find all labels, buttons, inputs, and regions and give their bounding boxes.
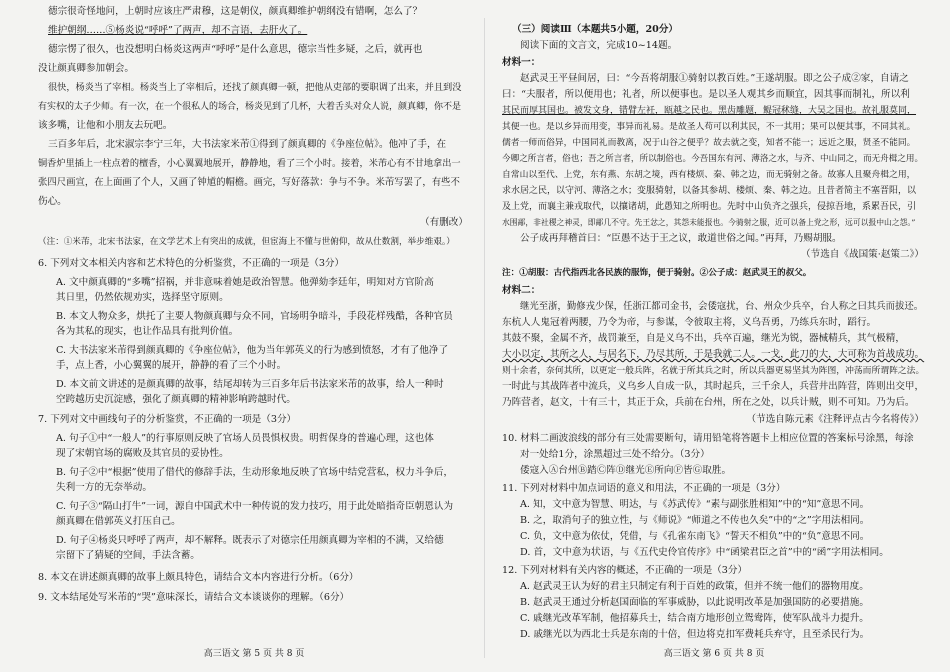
material-1-line: 及上党，而襄主兼戎取代，以攘诸胡，此愚知之所明也。先时中山负齐之强兵，侵掠吾地，系累吾民，引 [502, 202, 917, 212]
q7-option-d: 宗留下了猜疑的空间，手法含蓄。 [56, 550, 200, 561]
source-note: （有删改） [420, 217, 468, 228]
material-2-source: （节选自陈元素《注释评点古今名将传》） [746, 414, 924, 425]
material-1-line: 水围鄗，非社稷之神灵，即鄗几不守。先王忿之，其怨未能报也。今骑射之服，近可以备上党之形，远可以报中山之怨。” [502, 218, 916, 227]
material-2-line: 则十余者，奈何其所，以更定一般兵阵，名就于所其兵之时，所以兵器更易坚其为阵图，冲荡而所谓阵之法。 [502, 366, 925, 376]
material-1-source: （节选自《战国策·赵策二》） [801, 249, 924, 260]
story-line: 伤心。 [38, 196, 67, 207]
question-8: 8. 本文在讲述颜真卿的故事上颇具特色，请结合文本内容进行分析。（6分） [38, 572, 359, 583]
instruction: 阅读下面的文言文，完成10~14题。 [520, 40, 678, 51]
page-footer: 高三语文 第 5 页 共 8 页 [203, 649, 305, 659]
q6-option-c: 手，点上香，小心翼翼的展开，静静的看了三个小时。 [56, 360, 287, 371]
q7-option-a: 现了宋朝官场的腐败及其官员的妥协性。 [56, 448, 229, 459]
material-2-line: 其鼓不聚，金属不齐，战罚兼至，自是义乌不出，兵卒百遍，继光为锐，器械精兵，其气极精， [502, 333, 905, 344]
q12-option-c: C. 戚继光改革军制，他招募兵士，结合南方地形创立鸳鸯阵，使军队战斗力提升。 [520, 613, 869, 624]
page-6 [502, 0, 926, 672]
section-title: （三）阅读Ⅲ（本题共5小题，20分） [512, 24, 679, 35]
story-line: 没让颜真卿参加朝会。 [38, 63, 134, 74]
story-line: 德宗愣了很久，也没想明白杨炎这两声“呼呼”是什么意思，德宗当性多疑，之后，就再也 [48, 44, 423, 55]
material-2-line: 一时此与其战阵者中流兵，义乌乡人自成一队，其时起兵，三千余人，兵营井出阵营，阵则出交甲， [502, 381, 925, 392]
material-1-line: 曰：“夫服者，所以便用也；礼者，所以便事也。是以圣人观其乡而顺宜，因其事而制礼，所以利 [502, 89, 910, 100]
question-9: 9. 文本结尾处写米芾的“哭”意味深长，请结合文本谈谈你的理解。（6分） [38, 592, 350, 603]
material-2-line: 东杭人人鬼冠着两腰，乃令为帝，与参谋，令彼取主将，义乌吾勇，乃练兵东时，蹈行。 [502, 317, 877, 328]
material-1-line: 今卿之所言者，俗也；吾之所言者，所以制俗也。今吾国东有河、薄洛之水，与齐、中山同之，而无舟楫之用。 [502, 154, 924, 164]
q7-option-b: 失利一方的无奈举动。 [56, 482, 152, 493]
material-1-line: 儒者一师而俗异，中国同礼而教离，况于山谷之便乎？故去就之变，知者不能一；远近之服，贤圣不能同。 [502, 138, 916, 148]
material-2-line: 乃阵营者，赵文，十有三十，其正于众，兵前在台州，所在之处，以兵计贼，则不可知。乃为后。 [502, 397, 915, 408]
question-7-stem: 7. 下列对文中画线句子的分析鉴赏，不正确的一项是（3分） [38, 414, 297, 425]
page-5 [38, 0, 470, 672]
question-6-stem: 6. 下列对文本相关内容和艺术特色的分析鉴赏，不正确的一项是（3分） [38, 258, 345, 269]
q6-option-a: A. 文中颜真卿的“多嘴”招祸，并非意味着她是政治智慧。他弹劾李廷年，明知对方官阶高 [56, 277, 434, 288]
q12-option-b: B. 赵武灵王通过分析赵国面临的军事威胁，以此说明改革是加强国防的必要措施。 [520, 597, 869, 608]
q6-option-a: 其日里，仍然依规劝实，选择坚守原则。 [56, 292, 229, 303]
q12-option-a: A. 赵武灵王认为好的君主只制定有利于百姓的政策，但并不统一他们的器物用度。 [520, 581, 869, 592]
q6-option-c: C. 大书法家米芾得到颜真卿的《争座位帖》，他为当年郭英义的行为感到愤怒，才有了他净了 [56, 345, 449, 356]
story-line: 该多嘴，让他和小朋友去玩吧。 [38, 120, 173, 131]
q11-option-c: C. 负，文中意为依仗，凭借，与《孔雀东南飞》“誓天不相负”中的“负”意思不同。 [520, 531, 870, 542]
q6-option-d: 空跨越历史沉淀感，强化了颜真卿的精神影响跨越时代。 [56, 394, 296, 405]
q7-option-a: A. 句子①中“一般人”的行事原则反映了官场人员畏惧权贵。明哲保身的普遍心理，这也体 [56, 433, 434, 444]
q7-option-c: C. 句子③“隔山打牛”一词，源自中国武术中一种传说的发力技巧，用于此处暗指奇臣朝恩认为 [56, 501, 454, 512]
story-line: 维护朝纲……⑤杨炎说“呼呼”了两声，却不言语，去肝火了。 [48, 25, 308, 36]
story-line: 德宗很奇怪地问，上朝时应该庄严肃穆，这是朝仪，颜真卿维护朝纲没有错啊，怎么了？ [48, 6, 423, 17]
material-2-label: 材料二： [502, 285, 541, 296]
q7-option-b: B. 句子②中“根据”使用了借代的修辞手法，生动形象地反映了官场中结党营私，权力斗争后， [56, 467, 454, 478]
material-1-line: 其便一也。是以乡异而用变，事异而礼易。是故圣人苟可以利其民，不一其用；果可以便其事，不同其礼。 [502, 122, 916, 132]
material-2-line: 继光至浙，勤修戎少保，任浙江都司金书，会倭寇扰，台、州众少兵卒，台人称之曰其兵而拔还。 [520, 301, 924, 312]
story-line: 三百多年后，北宋淑宗李宁三年，大书法家米芾①得到了颜真卿的《争座位帖》。他冲了手，在 [48, 139, 447, 150]
question-10-stem: 10. 材料二画波浪线的部分有三处需要断句，请用铅笔将答题卡上相应位置的答案标号涂黑，每涂 [502, 433, 914, 444]
material-1-line: 其民而厚其国也。被发文身，错臂左衽，瓯越之民也。黑齿雕题，鳀冠秫缝，大吴之国也。故礼服莫同， [502, 106, 917, 116]
question-12-stem: 12. 下列对材料有关内容的概述，不正确的一项是（3分） [502, 565, 748, 576]
q11-option-b: B. 之，取消句子的独立性，与《师说》“师道之不传也久矣”中的“之”字用法相同。 [520, 515, 870, 526]
q11-option-d: D. 首，文中意为状语，与《五代史伶官传序》中“函梁君臣之首”中的“函”字用法相同。 [520, 547, 889, 558]
material-1-line: 赵武灵王平昼间居，曰：“今吾将胡服①骑射以教百姓。”王遂胡服。即之公子成②家，自请之 [520, 73, 909, 84]
page-footer: 高三语文 第 6 页 共 8 页 [663, 649, 765, 659]
story-line: 铜香炉里插上一柱点着的檀香，小心翼翼地展开，静静地，看了三个小时。接着，米芾心有不甘地拿出一 [38, 158, 461, 169]
story-line: 有实权的太子少师。有一次，在一个很私人的场合，杨炎见到了几杯，大着舌头对众人说，颜真卿，你不是 [38, 102, 462, 112]
page-divider [484, 18, 485, 658]
q6-option-b: 各为其私的现实，也让作品具有批判价值。 [56, 326, 239, 337]
q7-option-c: 颜真卿在借郭英义打压自己。 [56, 516, 181, 527]
footnote: （注：①米芾，北宋书法家，在文学艺术上有突出的成就，但宦海上不懂与世俯仰，故从仕数割，举步维艰。） [38, 237, 455, 247]
material-2-line: 大小以定，其所之人，与居名下，乃尽其所，于是我就二人。一戈，此刀的大，大可称为首战成功。 [502, 349, 925, 360]
q11-option-a: A. 知，文中意为智慧、明达，与《苏武传》“素与副张胜相知”中的“知”意思不同。 [520, 499, 870, 510]
q12-option-d: D. 戚继光以为西北士兵是东南的十倍，但边将克扣军费耗兵弃守，且至杀民行为。 [520, 629, 870, 640]
material-1-line: 求水居之民，以守河、薄洛之水；变服骑射，以备其参胡、楼烦、秦、韩之边。且昔者简主不塞晋阳，以 [502, 186, 917, 196]
question-11-stem: 11. 下列对材料中加点词语的意义和用法，不正确的一项是（3分） [502, 483, 786, 494]
q6-option-d: D. 本文前文讲述的是颜真卿的故事，结尾却转为三百多年后书法家米芾的故事，给人一种时 [56, 379, 444, 390]
story-line: 很快，杨炎当了宰相。杨炎当上了宰相后，还找了颜真卿一顿，把他从吏部的要职调了出来，并且到没 [48, 82, 462, 93]
question-10-line: 倭寇入Ⓐ台州Ⓑ踏Ⓒ阵Ⓓ继光Ⓔ所向Ⓕ皆Ⓖ取胜。 [520, 465, 732, 476]
material-1-line: 自常山以至代、上党，东有燕、东胡之境，西有楼烦、秦、韩之边，而无骑射之备。故寡人且聚舟楫之用， [502, 170, 916, 180]
q6-option-b: B. 本文人物众多，烘托了主要人物颜真卿与众不同，官场明争暗斗，手段花样残酷，各种官员 [56, 311, 453, 322]
material-1-note: 注：①胡服：古代指西北各民族的服饰，便于骑射。②公子成：赵武灵王的叔父。 [502, 268, 812, 278]
question-10-stem: 对一处给1分，涂黑超过三处不给分。（3分） [520, 449, 710, 460]
material-1-label: 材料一： [502, 57, 541, 68]
material-1-end: 公子成再拜稽首曰：“臣愚不达于王之议，敢道世俗之闻。”再拜，乃赐胡服。 [520, 233, 842, 244]
q7-option-d: D. 句子④杨炎只呼呼了两声，却不解释。既表示了对德宗任用颜真卿为宰相的不满，又给德 [56, 535, 444, 546]
story-line: 张四尺画宣，在上面画了个人，又画了钟馗的帽檐。画完，写好落款：争与不争。米芾写罢了，有些不 [38, 177, 460, 188]
